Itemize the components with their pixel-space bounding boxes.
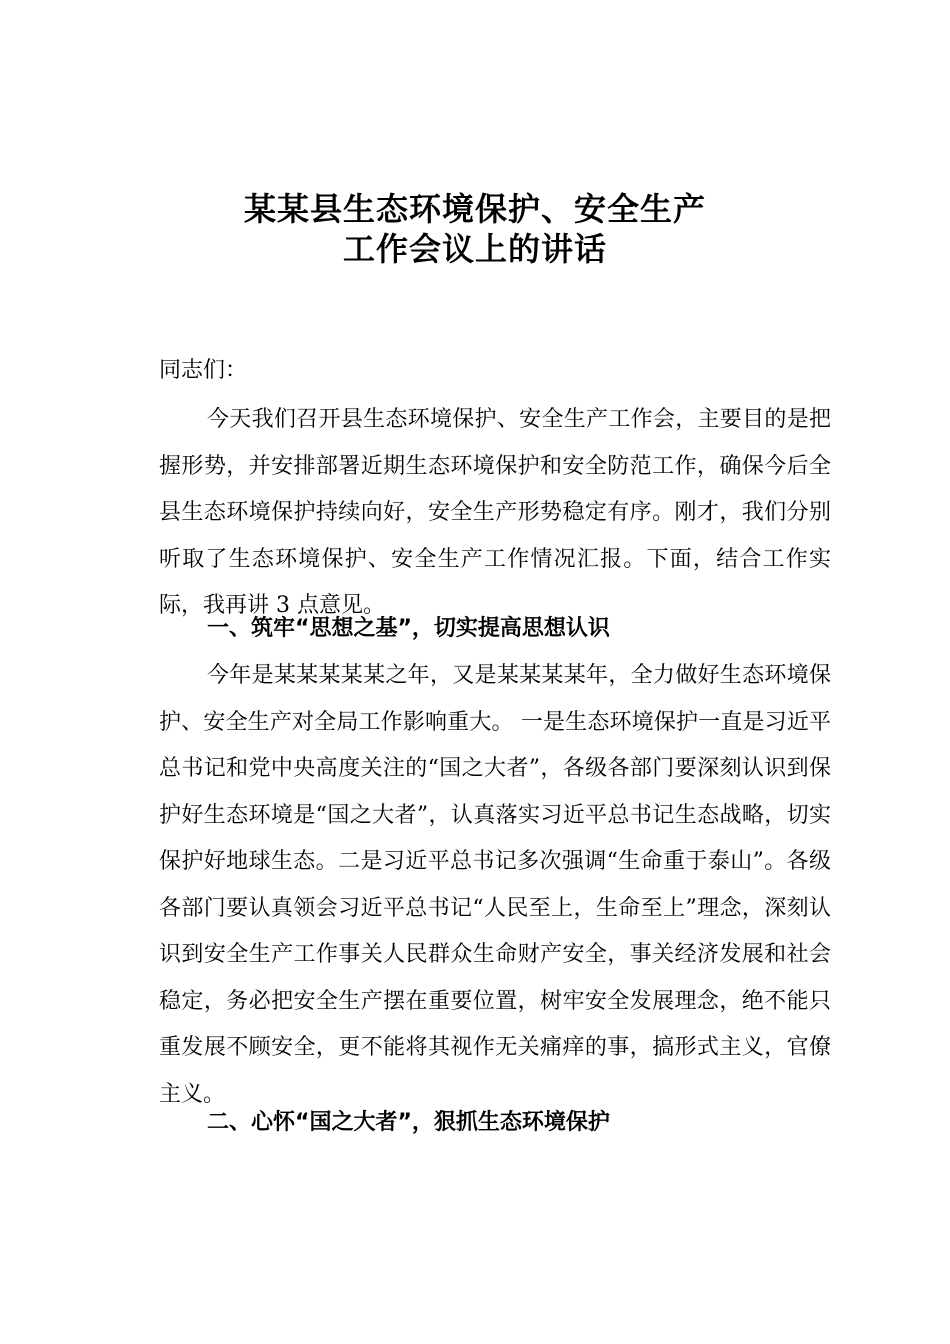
paragraph-section-1: 今年是某某某某某之年，又是某某某某年，全力做好生态环境保护、安全生产对全局工作影响重大。 一是生态环境保护一直是习近平总书记和党中央高度关注的“国之大者”，各级各部门要深刻认识到保护好生态环境是“国之大者”，认真落实习近平总书记生态战略，切实保护好地球生态。二是习近平总书记多次强调“生命重于泰山”。各级各部门要认真领会习近平总书记“人民至上，生命至上”理念，深刻认识到安全生产工作事关人民群众生命财产安全，事关经济发展和社会稳定，务必把安全生产摆在重要位置，树牢安全发展理念，绝不能只重发展不顾安全，更不能将其视作无关痛痒的事，搞形式主义，官僚主义。 xyxy=(159,663,831,1107)
document-title-line1: 某某县生态环境保护、安全生产 xyxy=(243,190,706,228)
paragraph-intro: 今天我们召开县生态环境保护、安全生产工作会，主要目的是把握形势，并安排部署近期生态环境保护和安全防范工作，确保今后全县生态环境保护持续向好，安全生产形势稳定有序。刚才，我们分别听取了生态环境保护、安全生产工作情况汇报。下面，结合工作实际，我再讲 3 点意见。 xyxy=(159,407,831,618)
document-title-line2: 工作会议上的讲话 xyxy=(342,230,607,268)
section-heading-1: 一、筑牢“思想之基”，切实提高思想认识 xyxy=(207,616,610,641)
salutation: 同志们： xyxy=(159,358,248,383)
section-heading-2: 二、心怀“国之大者”，狠抓生态环境保护 xyxy=(207,1110,610,1135)
